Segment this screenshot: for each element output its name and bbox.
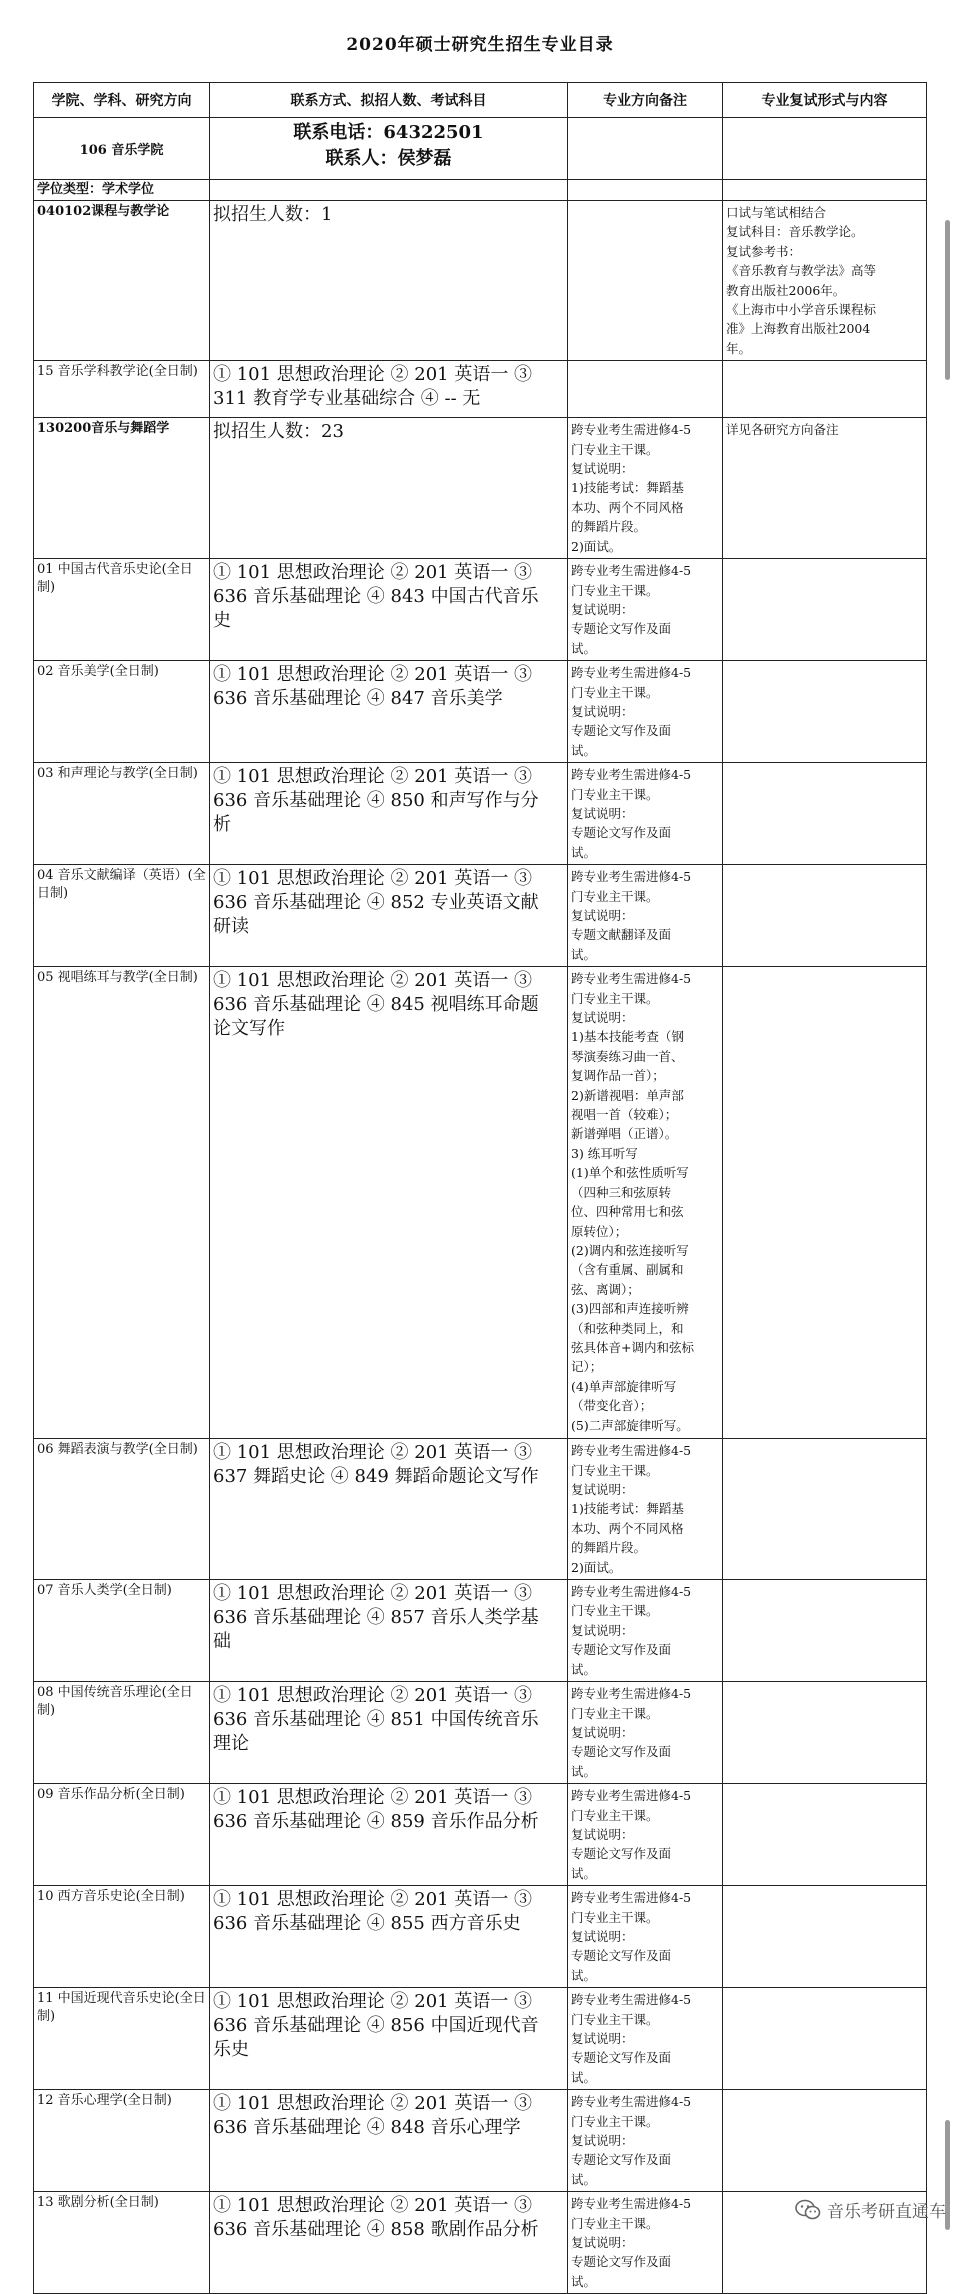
note-line: 专题论文写作及面 bbox=[571, 1744, 672, 1760]
note-cell bbox=[568, 2090, 723, 2192]
note-line: 专题论文写作及面 bbox=[571, 723, 672, 739]
note-line: 门专业主干课。 bbox=[571, 684, 659, 700]
exam-line: ① 101 思想政治理论 ② 201 英语一 ③ bbox=[213, 1583, 533, 1605]
note-line: 跨专业考生需进修4-5 bbox=[571, 2094, 692, 2110]
exam-line: 636 音乐基础理论 ④ 851 中国传统音乐 bbox=[213, 1709, 539, 1731]
program-name: 04 音乐文献编译（英语）(全日制) bbox=[34, 865, 210, 967]
note-line: （四种三和弦原转 bbox=[571, 1184, 672, 1200]
table-row bbox=[34, 201, 927, 361]
table-row bbox=[34, 2192, 927, 2294]
exam-cell bbox=[210, 865, 568, 967]
exam-line: 理论 bbox=[213, 1733, 249, 1755]
note-line: 本功、两个不同风格 bbox=[571, 499, 684, 515]
note-line: 门专业主干课。 bbox=[571, 888, 659, 904]
note-line: 新谱弹唱（正谱）。 bbox=[571, 1126, 678, 1142]
exam-cell bbox=[210, 1988, 568, 2090]
note-line: 门专业主干课。 bbox=[571, 2113, 659, 2129]
note-line: 门专业主干课。 bbox=[571, 2011, 659, 2027]
note-line: 门专业主干课。 bbox=[571, 786, 659, 802]
note-line: 跨专业考生需进修4-5 bbox=[571, 1584, 692, 1600]
note-cell bbox=[568, 661, 723, 763]
note-line: 专题论文写作及面 bbox=[571, 1846, 672, 1862]
exam-line: 析 bbox=[213, 814, 231, 836]
program-name: 040102课程与教学论 bbox=[34, 201, 210, 361]
note-line: 琴演奏练习曲一首、 bbox=[571, 1048, 684, 1064]
note-line: (5)二声部旋律听写。 bbox=[571, 1417, 689, 1433]
exam-line: ① 101 思想政治理论 ② 201 英语一 ③ bbox=[213, 2093, 533, 2115]
note-line: 门专业主干课。 bbox=[571, 441, 659, 457]
degree-type: 学位类型：学术学位 bbox=[34, 180, 210, 201]
note-cell bbox=[568, 865, 723, 967]
exam-cell bbox=[210, 1784, 568, 1886]
note-line: 复试说明： bbox=[571, 1010, 634, 1026]
table-row bbox=[34, 1439, 927, 1580]
program-name: 08 中国传统音乐理论(全日制) bbox=[34, 1682, 210, 1784]
exam-cell bbox=[210, 1886, 568, 1988]
exam-line: 研读 bbox=[213, 916, 249, 938]
note-line: (3)四部和声连接听辨 bbox=[571, 1301, 689, 1317]
contact-person: 联系人：侯梦磊 bbox=[325, 148, 452, 169]
exam-line: 636 音乐基础理论 ④ 857 音乐人类学基 bbox=[213, 1607, 539, 1629]
school-name: 106 音乐学院 bbox=[34, 118, 210, 180]
contact-phone: 联系电话：64322501 bbox=[293, 122, 484, 143]
program-name: 15 音乐学科教学论(全日制) bbox=[34, 361, 210, 418]
exam-line: ① 101 思想政治理论 ② 201 英语一 ③ bbox=[213, 2195, 533, 2217]
exam-line: 础 bbox=[213, 1631, 231, 1653]
exam-line: 636 音乐基础理论 ④ 843 中国古代音乐 bbox=[213, 586, 539, 608]
program-name: 13 歌剧分析(全日制) bbox=[34, 2192, 210, 2294]
note-line: 跨专业考生需进修4-5 bbox=[571, 422, 692, 438]
table-row bbox=[34, 1682, 927, 1784]
exam-line: ① 101 思想政治理论 ② 201 英语一 ③ bbox=[213, 664, 533, 686]
watermark bbox=[795, 2197, 946, 2222]
note-line: 复试说明： bbox=[571, 1622, 634, 1638]
note-line: 跨专业考生需进修4-5 bbox=[571, 767, 692, 783]
program-name: 11 中国近现代音乐史论(全日制) bbox=[34, 1988, 210, 2090]
exam-line: 636 音乐基础理论 ④ 845 视唱练耳命题 bbox=[213, 994, 539, 1016]
school-row bbox=[34, 118, 927, 180]
note-line: 专题论文写作及面 bbox=[571, 2254, 672, 2270]
catalog-table bbox=[33, 82, 927, 2294]
table-header-row bbox=[34, 83, 927, 118]
note-line: 跨专业考生需进修4-5 bbox=[571, 1788, 692, 1804]
degree-type-row bbox=[34, 180, 927, 201]
note-line: （带变化音）； bbox=[571, 1398, 653, 1414]
retest-line: 《上海市中小学音乐课程标 bbox=[726, 302, 877, 318]
exam-cell bbox=[210, 1682, 568, 1784]
note-cell bbox=[568, 1886, 723, 1988]
table-row bbox=[34, 661, 927, 763]
degree-type-empty-3 bbox=[723, 180, 927, 201]
note-cell bbox=[568, 2192, 723, 2294]
retest-cell bbox=[723, 1439, 927, 1580]
note-line: (4)单声部旋律听写 bbox=[571, 1378, 677, 1394]
note-line: 复试说明： bbox=[571, 805, 634, 821]
retest-line: 准》上海教育出版社2004 bbox=[726, 321, 871, 337]
note-line: 2)面试。 bbox=[571, 1559, 622, 1575]
note-line: 试。 bbox=[571, 2069, 597, 2085]
note-cell bbox=[568, 361, 723, 418]
exam-line: 史 bbox=[213, 610, 231, 632]
note-cell bbox=[568, 1988, 723, 2090]
wechat-icon bbox=[795, 2199, 821, 2221]
note-line: 试。 bbox=[571, 2273, 597, 2289]
note-line: 复试说明： bbox=[571, 1826, 634, 1842]
retest-line: 教育出版社2006年。 bbox=[726, 282, 846, 298]
exam-cell bbox=[210, 201, 568, 361]
retest-cell bbox=[723, 201, 927, 361]
retest-line: 《音乐教育与教学法》高等 bbox=[726, 263, 877, 279]
note-cell bbox=[568, 201, 723, 361]
program-name: 130200音乐与舞蹈学 bbox=[34, 418, 210, 559]
exam-line: ① 101 思想政治理论 ② 201 英语一 ③ bbox=[213, 364, 533, 386]
note-line: 本功、两个不同风格 bbox=[571, 1520, 684, 1536]
exam-line: 636 音乐基础理论 ④ 858 歌剧作品分析 bbox=[213, 2219, 539, 2241]
header-contact-exam: 联系方式、拟招人数、考试科目 bbox=[210, 83, 568, 118]
note-cell bbox=[568, 1784, 723, 1886]
table-row bbox=[34, 559, 927, 661]
retest-line: 复试参考书： bbox=[726, 243, 802, 259]
note-line: 跨专业考生需进修4-5 bbox=[571, 1443, 692, 1459]
note-line: 试。 bbox=[571, 742, 597, 758]
exam-cell bbox=[210, 2192, 568, 2294]
retest-line: 年。 bbox=[726, 340, 752, 356]
note-line: 门专业主干课。 bbox=[571, 1909, 659, 1925]
note-line: 的舞蹈片段。 bbox=[571, 519, 647, 535]
exam-line: ① 101 思想政治理论 ② 201 英语一 ③ bbox=[213, 1442, 533, 1464]
note-cell bbox=[568, 559, 723, 661]
retest-line: 详见各研究方向备注 bbox=[726, 422, 839, 438]
note-line: 弦、离调）； bbox=[571, 1281, 640, 1297]
exam-line: 乐史 bbox=[213, 2039, 249, 2061]
exam-line: 拟招生人数：23 bbox=[213, 421, 344, 443]
exam-line: 论文写作 bbox=[213, 1018, 285, 1040]
exam-cell bbox=[210, 361, 568, 418]
note-line: 3) 练耳听写 bbox=[571, 1145, 638, 1161]
header-direction-note: 专业方向备注 bbox=[568, 83, 723, 118]
exam-line: ① 101 思想政治理论 ② 201 英语一 ③ bbox=[213, 1991, 533, 2013]
note-line: 1)基本技能考查（钢 bbox=[571, 1029, 684, 1045]
note-line: 跨专业考生需进修4-5 bbox=[571, 869, 692, 885]
exam-cell bbox=[210, 1439, 568, 1580]
note-line: 门专业主干课。 bbox=[571, 582, 659, 598]
note-line: 专题文献翻译及面 bbox=[571, 927, 672, 943]
note-line: 1)技能考试：舞蹈基 bbox=[571, 1501, 684, 1517]
school-note-empty bbox=[568, 118, 723, 180]
exam-cell bbox=[210, 661, 568, 763]
exam-line: 636 音乐基础理论 ④ 850 和声写作与分 bbox=[213, 790, 539, 812]
note-line: 专题论文写作及面 bbox=[571, 825, 672, 841]
exam-line: ① 101 思想政治理论 ② 201 英语一 ③ bbox=[213, 766, 533, 788]
note-line: 跨专业考生需进修4-5 bbox=[571, 2196, 692, 2212]
note-line: 专题论文写作及面 bbox=[571, 1948, 672, 1964]
note-line: 复试说明： bbox=[571, 1724, 634, 1740]
note-line: 复试说明： bbox=[571, 1928, 634, 1944]
retest-cell bbox=[723, 2090, 927, 2192]
note-line: 门专业主干课。 bbox=[571, 1603, 659, 1619]
table-row bbox=[34, 1988, 927, 2090]
page-title: 2020年硕士研究生招生专业目录 bbox=[346, 35, 614, 55]
note-line: (1)单个和弦性质听写 bbox=[571, 1165, 689, 1181]
note-line: 跨专业考生需进修4-5 bbox=[571, 1890, 692, 1906]
note-line: 跨专业考生需进修4-5 bbox=[571, 563, 692, 579]
table-row bbox=[34, 865, 927, 967]
note-line: 原转位）； bbox=[571, 1223, 628, 1239]
program-name: 05 视唱练耳与教学(全日制) bbox=[34, 967, 210, 1439]
exam-line: ① 101 思想政治理论 ② 201 英语一 ③ bbox=[213, 1685, 533, 1707]
exam-cell bbox=[210, 967, 568, 1439]
note-line: 试。 bbox=[571, 1865, 597, 1881]
program-name: 03 和声理论与教学(全日制) bbox=[34, 763, 210, 865]
note-line: 1)技能考试：舞蹈基 bbox=[571, 480, 684, 496]
scrollbar-top[interactable] bbox=[945, 220, 950, 380]
exam-line: ① 101 思想政治理论 ② 201 英语一 ③ bbox=[213, 970, 533, 992]
note-line: 复试说明： bbox=[571, 2133, 634, 2149]
note-line: 门专业主干课。 bbox=[571, 1462, 659, 1478]
note-cell bbox=[568, 418, 723, 559]
note-line: 门专业主干课。 bbox=[571, 2215, 659, 2231]
note-line: 门专业主干课。 bbox=[571, 1807, 659, 1823]
note-line: 弦具体音+调内和弦标 bbox=[571, 1339, 694, 1355]
exam-line: 636 音乐基础理论 ④ 856 中国近现代音 bbox=[213, 2015, 539, 2037]
note-line: 2)面试。 bbox=[571, 538, 622, 554]
retest-cell bbox=[723, 661, 927, 763]
exam-line: 637 舞蹈史论 ④ 849 舞蹈命题论文写作 bbox=[213, 1466, 539, 1488]
watermark-text: 音乐考研直通车 bbox=[827, 2202, 946, 2222]
note-line: 试。 bbox=[571, 640, 597, 656]
program-name: 10 西方音乐史论(全日制) bbox=[34, 1886, 210, 1988]
exam-cell bbox=[210, 418, 568, 559]
exam-line: ① 101 思想政治理论 ② 201 英语一 ③ bbox=[213, 562, 533, 584]
retest-cell bbox=[723, 1886, 927, 1988]
exam-line: 636 音乐基础理论 ④ 855 西方音乐史 bbox=[213, 1913, 521, 1935]
retest-line: 复试科目：音乐教学论。 bbox=[726, 224, 864, 240]
note-line: （和弦种类同上，和 bbox=[571, 1320, 684, 1336]
note-line: （含有重属、副属和 bbox=[571, 1262, 684, 1278]
school-contact bbox=[210, 118, 568, 180]
note-line: 复调作品一首）； bbox=[571, 1068, 665, 1084]
program-name: 12 音乐心理学(全日制) bbox=[34, 2090, 210, 2192]
note-line: 跨专业考生需进修4-5 bbox=[571, 971, 692, 987]
retest-cell bbox=[723, 865, 927, 967]
note-cell bbox=[568, 763, 723, 865]
exam-cell bbox=[210, 1580, 568, 1682]
note-line: 复试说明： bbox=[571, 2235, 634, 2251]
note-cell bbox=[568, 967, 723, 1439]
exam-line: 拟招生人数：1 bbox=[213, 204, 333, 225]
school-retest-empty bbox=[723, 118, 927, 180]
retest-cell bbox=[723, 1988, 927, 2090]
note-line: 视唱一首（较难）； bbox=[571, 1107, 678, 1123]
retest-line: 口试与笔试相结合 bbox=[726, 205, 827, 220]
note-line: 专题论文写作及面 bbox=[571, 2050, 672, 2066]
table-row bbox=[34, 763, 927, 865]
note-line: 位、四种常用七和弦 bbox=[571, 1204, 684, 1220]
note-line: 的舞蹈片段。 bbox=[571, 1540, 647, 1556]
note-line: 专题论文写作及面 bbox=[571, 1642, 672, 1658]
retest-cell bbox=[723, 559, 927, 661]
exam-line: ① 101 思想政治理论 ② 201 英语一 ③ bbox=[213, 868, 533, 890]
note-line: 试。 bbox=[571, 844, 597, 860]
exam-cell bbox=[210, 763, 568, 865]
retest-cell bbox=[723, 1580, 927, 1682]
header-college: 学院、学科、研究方向 bbox=[34, 83, 210, 118]
note-line: 门专业主干课。 bbox=[571, 990, 659, 1006]
table-row bbox=[34, 1784, 927, 1886]
note-line: 2)新谱视唱：单声部 bbox=[571, 1087, 684, 1103]
note-cell bbox=[568, 1439, 723, 1580]
note-line: 跨专业考生需进修4-5 bbox=[571, 1992, 692, 2008]
table-row bbox=[34, 361, 927, 418]
note-cell bbox=[568, 1682, 723, 1784]
table-row bbox=[34, 967, 927, 1439]
exam-line: 636 音乐基础理论 ④ 852 专业英语文献 bbox=[213, 892, 539, 914]
note-line: 试。 bbox=[571, 2171, 597, 2187]
retest-cell bbox=[723, 361, 927, 418]
note-line: 复试说明： bbox=[571, 601, 634, 617]
note-line: 跨专业考生需进修4-5 bbox=[571, 1686, 692, 1702]
exam-line: 311 教育学专业基础综合 ④ -- 无 bbox=[213, 388, 481, 410]
retest-cell bbox=[723, 1682, 927, 1784]
exam-cell bbox=[210, 2090, 568, 2192]
exam-line: ① 101 思想政治理论 ② 201 英语一 ③ bbox=[213, 1889, 533, 1911]
header-retest: 专业复试形式与内容 bbox=[723, 83, 927, 118]
note-line: 复试说明： bbox=[571, 703, 634, 719]
retest-cell bbox=[723, 1784, 927, 1886]
program-name: 07 音乐人类学(全日制) bbox=[34, 1580, 210, 1682]
program-name: 01 中国古代音乐史论(全日制) bbox=[34, 559, 210, 661]
note-line: 跨专业考生需进修4-5 bbox=[571, 665, 692, 681]
retest-cell bbox=[723, 763, 927, 865]
note-line: 试。 bbox=[571, 1967, 597, 1983]
note-line: (2)调内和弦连接听写 bbox=[571, 1242, 689, 1258]
exam-line: ① 101 思想政治理论 ② 201 英语一 ③ bbox=[213, 1787, 533, 1809]
program-name: 02 音乐美学(全日制) bbox=[34, 661, 210, 763]
table-row bbox=[34, 1886, 927, 1988]
program-name: 06 舞蹈表演与教学(全日制) bbox=[34, 1439, 210, 1580]
note-line: 专题论文写作及面 bbox=[571, 2152, 672, 2168]
note-cell bbox=[568, 1580, 723, 1682]
degree-type-empty-2 bbox=[568, 180, 723, 201]
retest-cell bbox=[723, 418, 927, 559]
note-line: 门专业主干课。 bbox=[571, 1705, 659, 1721]
note-line: 记）； bbox=[571, 1359, 603, 1375]
table-row bbox=[34, 1580, 927, 1682]
note-line: 专题论文写作及面 bbox=[571, 621, 672, 637]
exam-line: 636 音乐基础理论 ④ 848 音乐心理学 bbox=[213, 2117, 521, 2139]
note-line: 复试说明： bbox=[571, 461, 634, 477]
note-line: 复试说明： bbox=[571, 908, 634, 923]
table-row bbox=[34, 418, 927, 559]
note-line: 试。 bbox=[571, 1661, 597, 1677]
exam-cell bbox=[210, 559, 568, 661]
note-line: 复试说明： bbox=[571, 1482, 634, 1498]
exam-line: 636 音乐基础理论 ④ 847 音乐美学 bbox=[213, 688, 503, 710]
degree-type-empty-1 bbox=[210, 180, 568, 201]
retest-cell bbox=[723, 967, 927, 1439]
program-name: 09 音乐作品分析(全日制) bbox=[34, 1784, 210, 1886]
note-line: 复试说明： bbox=[571, 2031, 634, 2046]
exam-line: 636 音乐基础理论 ④ 859 音乐作品分析 bbox=[213, 1811, 539, 1833]
note-line: 试。 bbox=[571, 1763, 597, 1779]
table-row bbox=[34, 2090, 927, 2192]
note-line: 试。 bbox=[571, 946, 597, 962]
